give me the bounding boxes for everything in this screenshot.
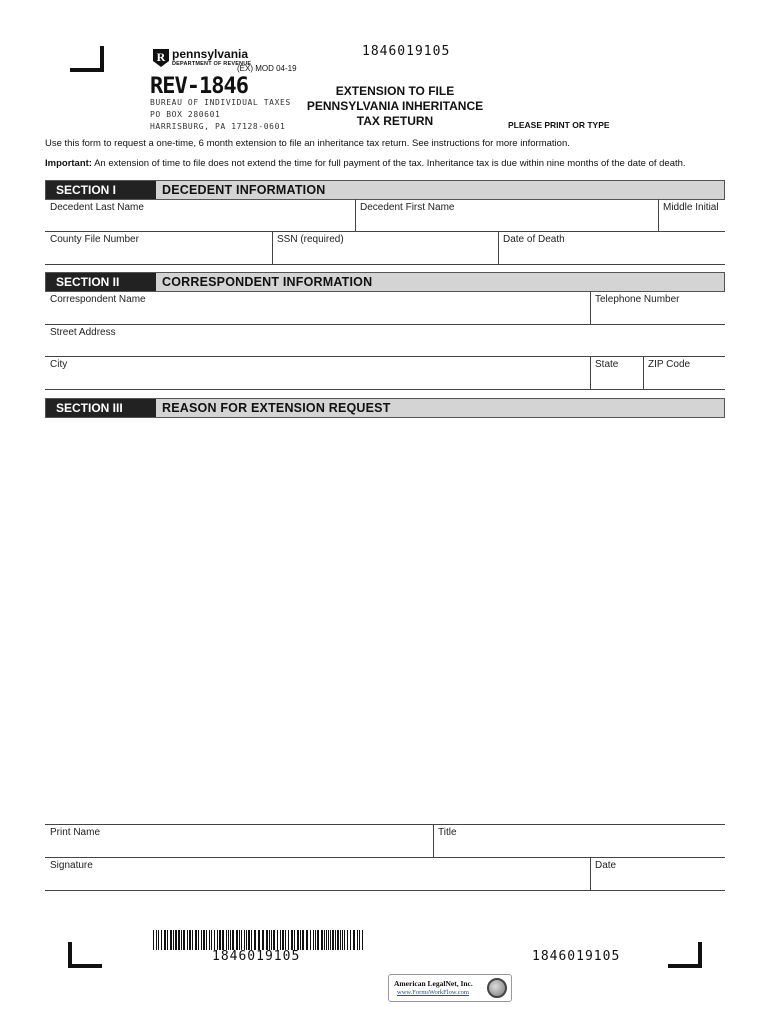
barcode-bar [241,930,242,950]
state-field[interactable] [590,356,643,389]
zip-code-label: ZIP Code [648,359,691,370]
divider [590,857,591,890]
middle-initial-field[interactable] [658,199,725,231]
barcode-bar [288,930,289,950]
section-3-title: REASON FOR EXTENSION REQUEST [162,401,391,415]
barcode-bar [195,930,197,950]
telephone-number-label: Telephone Number [595,294,680,305]
barcode-bar [340,930,341,950]
section-3-header [45,398,725,418]
important-text: An extension of time to file does not extend the time for full payment of the tax. Inheritance tax is due within nine months of the date of death. [91,158,686,169]
form-title-line-2: PENNSYLVANIA INHERITANCE [306,99,484,113]
decedent-first-name-label: Decedent First Name [360,202,455,213]
barcode-bar [254,930,256,950]
barcode-bar [321,930,323,950]
barcode-bar [232,930,234,950]
decedent-last-name-label: Decedent Last Name [50,202,144,213]
barcode-bar [342,930,343,950]
barcode-bar [156,930,157,950]
barcode-bar [285,930,286,950]
date-of-death-label: Date of Death [503,234,565,245]
barcode-bar [203,930,205,950]
barcode-bar [211,930,212,950]
divider [498,231,499,264]
bureau-line-1: BUREAU OF INDIVIDUAL TAXES [150,98,291,107]
divider [658,199,659,231]
publisher-globe-icon [487,978,507,998]
barcode-bar [302,930,304,950]
barcode-bar [262,930,264,950]
city-field[interactable] [45,356,590,389]
barcode-bar [181,930,182,950]
divider [45,389,725,390]
divider [45,264,725,265]
barcode-bar [161,930,162,950]
barcode-bar [353,930,355,950]
reason-textarea[interactable] [45,418,725,823]
barcode-bar [300,930,301,950]
bureau-line-3: HARRISBURG, PA 17128-0601 [150,122,286,131]
barcode-bar [332,930,334,950]
barcode-bar [230,930,231,950]
important-label: Important: [45,158,92,169]
ssn-field[interactable] [272,231,498,264]
logo-department: DEPARTMENT OF REVENUE [172,61,252,67]
divider [590,356,591,389]
barcode-bar [359,930,360,950]
date-label: Date [595,860,617,871]
ssn-label: SSN (required) [277,234,344,245]
barcode-bar [178,930,180,950]
barcode-bar [228,930,229,950]
correspondent-name-field[interactable] [45,291,590,324]
form-code: (EX) MOD 04-19 [237,64,297,73]
section-1-label: SECTION I [46,181,156,199]
barcode-bar [328,930,329,950]
barcode-bar [258,930,260,950]
barcode-bar [217,930,218,950]
barcode-bar [153,930,154,950]
form-id: REV-1846 [150,74,248,99]
barcode-bar [209,930,210,950]
barcode-bar [335,930,336,950]
barcode-bar [183,930,185,950]
barcode-bar [313,930,314,950]
barcode-bar [280,930,281,950]
middle-initial-label: Middle Initial [663,202,719,213]
barcode-bar [248,930,250,950]
registration-mark-bottom-right [668,942,702,968]
barcode-bar [222,930,224,950]
barcode-bar [273,930,275,950]
barcode-bar [310,930,311,950]
barcode-bar [317,930,319,950]
barcode-bar [294,930,295,950]
form-title-line-1: EXTENSION TO FILE [335,84,455,98]
publisher-name: American LegalNet, Inc. [394,979,473,988]
section-2-title: CORRESPONDENT INFORMATION [162,275,373,289]
divider [45,890,725,891]
street-address-field[interactable] [45,324,725,356]
registration-mark-bottom-left [68,942,102,968]
barcode-bar [350,930,351,950]
decedent-last-name-field[interactable] [45,199,355,231]
telephone-number-field[interactable] [590,291,725,324]
barcode-bar [239,930,240,950]
print-name-label: Print Name [50,827,101,838]
decedent-first-name-field[interactable] [355,199,658,231]
barcode-bar [330,930,331,950]
barcode-bar [266,930,268,950]
barcode-bar [306,930,308,950]
barcode-bar [246,930,247,950]
logo-state-name: pennsylvania [172,47,249,61]
barcode-bar [282,930,284,950]
barcode-bar [201,930,202,950]
section-2-header [45,272,725,292]
registration-mark-top-left [70,46,104,72]
barcode-bar [173,930,174,950]
svg-text:R: R [156,50,166,64]
form-number-bottom: 1846019105 [532,949,621,964]
signature-field[interactable] [45,857,590,890]
date-of-death-field[interactable] [498,231,725,264]
publisher-url[interactable]: www.FormsWorkFlow.com [397,989,469,996]
barcode-bar [192,930,193,950]
title-field[interactable] [433,824,725,857]
barcode-bar [326,930,327,950]
barcode-bar [158,930,159,950]
barcode-bar [337,930,339,950]
divider [590,291,591,324]
barcode-bar [251,930,252,950]
barcode-bar [344,930,345,950]
date-field[interactable] [590,857,725,890]
barcode-bar [219,930,221,950]
form-title [290,84,500,129]
bureau-line-2: PO BOX 280601 [150,110,221,119]
signature-label: Signature [50,860,93,871]
correspondent-name-label: Correspondent Name [50,294,146,305]
section-1-title: DECEDENT INFORMATION [162,183,326,197]
barcode-bar [324,930,325,950]
county-file-number-label: County File Number [50,234,139,245]
barcode-bar [269,930,270,950]
barcode-bar [357,930,358,950]
barcode-graphic [153,930,365,950]
barcode-bar [189,930,191,950]
barcode [153,930,365,950]
barcode-bar [206,930,207,950]
section-2-label: SECTION II [46,273,156,291]
barcode-bar [244,930,245,950]
section-1-header [45,180,725,200]
divider [433,824,434,857]
divider [272,231,273,264]
county-file-number-field[interactable] [45,231,272,264]
barcode-bar [170,930,172,950]
barcode-bar [347,930,348,950]
title-label: Title [438,827,457,838]
barcode-bar [226,930,227,950]
intro-text: Use this form to request a one-time, 6 month extension to file an inheritance tax return. See instructions for more information. [45,138,570,149]
important-note [45,158,686,169]
divider [355,199,356,231]
print-name-field[interactable] [45,824,433,857]
barcode-bar [214,930,215,950]
print-note: PLEASE PRINT OR TYPE [508,120,610,130]
divider [643,356,644,389]
barcode-bar [175,930,177,950]
zip-code-field[interactable] [643,356,725,389]
barcode-bar [291,930,293,950]
barcode-bar [277,930,278,950]
form-title-line-3: TAX RETURN [356,114,434,128]
barcode-bar [198,930,199,950]
barcode-bar [236,930,238,950]
barcode-bar [362,930,363,950]
barcode-bar [164,930,166,950]
barcode-bar [167,930,168,950]
state-label: State [595,359,619,370]
city-label: City [50,359,68,370]
street-address-label: Street Address [50,327,116,338]
barcode-number: 1846019105 [212,949,301,964]
barcode-bar [297,930,299,950]
section-3-label: SECTION III [46,399,156,417]
barcode-bar [187,930,188,950]
barcode-bar [271,930,272,950]
form-number-top: 1846019105 [362,44,451,59]
barcode-bar [315,930,316,950]
pa-keystone-logo [152,48,170,68]
publisher-badge [388,974,512,1002]
